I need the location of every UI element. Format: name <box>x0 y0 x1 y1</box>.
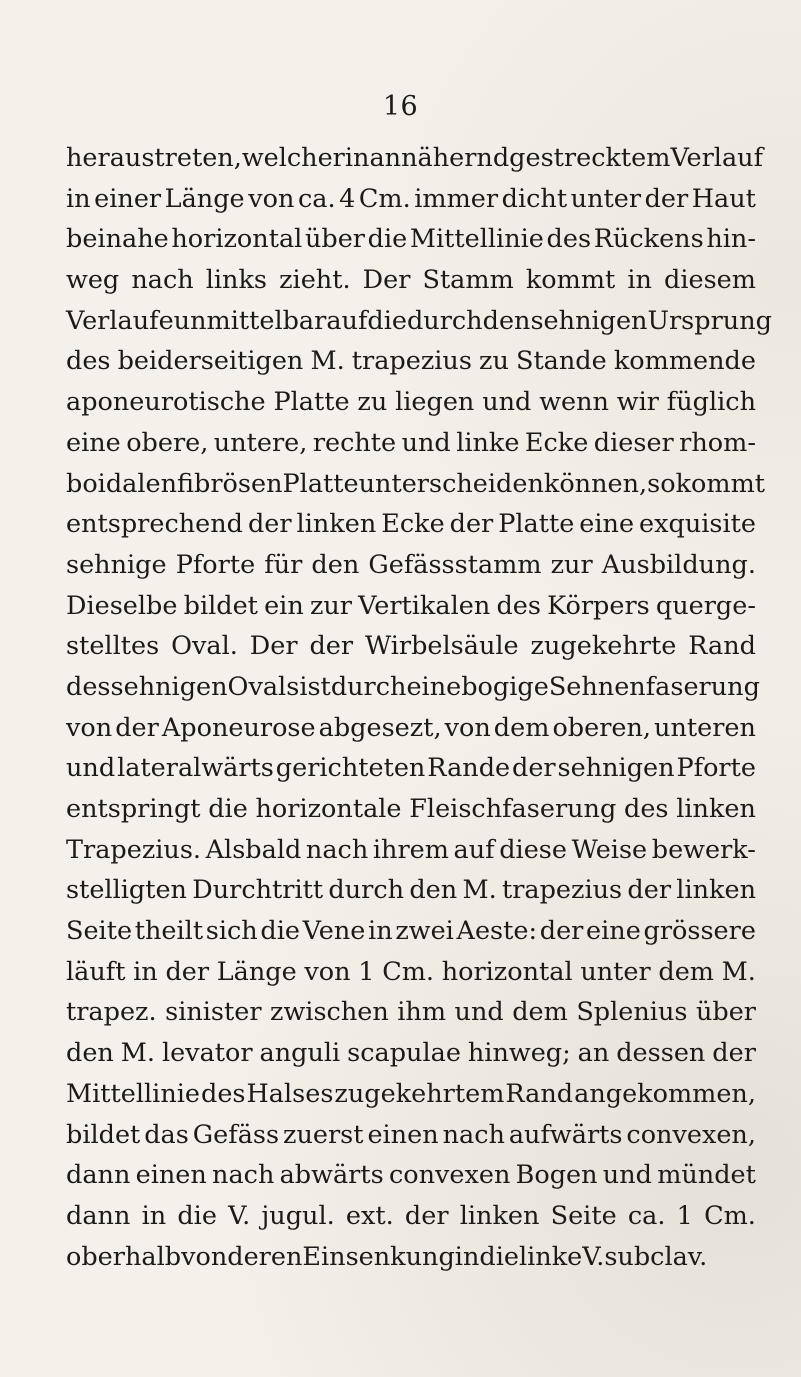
word: horizontale <box>255 794 402 824</box>
word: bildet <box>183 590 258 621</box>
word: dessen <box>616 1038 706 1069</box>
word: abwärts <box>279 1160 384 1191</box>
word: Haut <box>691 183 756 214</box>
word: nach <box>442 1119 505 1150</box>
word: linken <box>676 875 756 906</box>
word: deren <box>227 1241 303 1272</box>
text-line <box>66 138 764 179</box>
word: einer <box>94 183 162 214</box>
word: unteren <box>654 712 756 743</box>
word: dicht <box>501 183 568 214</box>
word: oberen, <box>552 712 652 743</box>
word: entsprechend <box>66 509 243 540</box>
word: können, <box>543 468 648 499</box>
word: läuft <box>66 956 126 987</box>
word: unmittelbar <box>173 305 327 336</box>
word: Sehnenfaserung <box>548 671 760 702</box>
word: Der <box>362 265 411 296</box>
word: ca. <box>297 183 336 214</box>
word: hin- <box>706 224 756 255</box>
word: 1 <box>676 1200 693 1231</box>
word: über <box>695 997 756 1028</box>
word: zu <box>357 387 388 418</box>
text-line <box>66 1033 756 1074</box>
word: zur <box>309 590 352 621</box>
word: unter <box>580 956 651 987</box>
word: oberhalb <box>66 1241 182 1272</box>
word: hinweg; <box>467 1038 571 1069</box>
word: Platte <box>282 468 359 499</box>
word: eine <box>579 509 635 540</box>
text-line <box>66 179 756 220</box>
word: jugul. <box>261 1200 335 1231</box>
text-line <box>66 1196 756 1237</box>
word: unter <box>570 183 642 214</box>
word: diese <box>499 834 567 865</box>
text-line <box>66 341 756 382</box>
word: des <box>496 590 541 621</box>
word: weg <box>66 265 120 296</box>
word: convexen <box>388 1160 511 1191</box>
page-number: 16 <box>382 91 419 122</box>
text-line <box>66 708 756 749</box>
word: den <box>482 305 531 336</box>
word: linken <box>459 1200 540 1231</box>
word: sinister <box>165 997 262 1028</box>
text-line <box>66 504 756 545</box>
word: und <box>66 753 116 784</box>
word: Ecke <box>381 509 445 540</box>
word: und <box>454 997 504 1028</box>
word: des <box>624 794 669 824</box>
body-text <box>66 138 772 1277</box>
word: Rande <box>427 753 511 784</box>
word: zur <box>550 549 593 580</box>
word: der <box>247 509 292 540</box>
word: sich <box>205 916 258 947</box>
word: ist <box>299 671 331 702</box>
word: stelligten <box>66 875 187 906</box>
word: Cm. <box>358 183 411 214</box>
word: durch <box>406 305 483 336</box>
word: bewerk- <box>651 834 756 865</box>
text-line <box>66 1237 756 1278</box>
text-line <box>66 626 756 667</box>
word: zwei <box>395 916 454 947</box>
word: in <box>454 1241 480 1272</box>
word: eine <box>406 671 462 702</box>
word: linken <box>296 509 377 540</box>
word: liegen <box>395 387 475 418</box>
word: V. <box>582 1241 605 1272</box>
word: den <box>66 1038 114 1069</box>
text-line <box>66 952 756 993</box>
word: der <box>712 1038 756 1069</box>
word: sehnigen <box>110 671 228 702</box>
word: annähernd <box>369 143 510 173</box>
word: des <box>66 671 111 702</box>
word: die <box>177 1200 217 1231</box>
word: Oval. <box>171 631 238 662</box>
word: Pforte <box>676 753 756 784</box>
text-line <box>66 423 756 464</box>
word: den <box>311 549 360 580</box>
word: gestrecktem <box>509 143 671 173</box>
word: von <box>248 183 295 214</box>
word: nach <box>212 1160 275 1191</box>
word: über <box>304 224 365 255</box>
word: Platte <box>273 387 350 418</box>
word: diesem <box>664 265 756 296</box>
word: des <box>546 224 592 255</box>
word: beinahe <box>66 224 169 255</box>
word: Mittellinie <box>66 1078 200 1109</box>
word: links <box>205 265 268 296</box>
word: und <box>401 427 451 458</box>
word: in <box>344 143 370 173</box>
word: auf <box>326 305 368 336</box>
word: ihrem <box>372 834 449 865</box>
word: kommende <box>613 346 756 377</box>
word: fibrösen <box>177 468 283 499</box>
word: convexen, <box>626 1119 756 1150</box>
word: sehnige <box>66 549 167 580</box>
word: der <box>309 631 354 662</box>
word: M. <box>120 1038 155 1069</box>
word: Trapezius. <box>66 834 202 865</box>
word: Halses <box>246 1078 334 1109</box>
word: Länge <box>216 956 297 987</box>
word: Mittellinie <box>409 224 544 255</box>
word: ein <box>264 590 304 621</box>
word: querge- <box>655 590 756 621</box>
word: 4 <box>339 183 356 214</box>
word: Länge <box>164 183 245 214</box>
word: Weise <box>571 834 648 865</box>
word: der <box>627 875 672 906</box>
word: die <box>479 1241 519 1272</box>
word: Cm. <box>704 1200 756 1231</box>
word: Aeste: <box>456 916 538 947</box>
word: zwischen <box>270 997 389 1028</box>
word: linke <box>456 427 520 458</box>
word: gerichteten <box>275 753 426 784</box>
word: Ausbildung. <box>601 549 756 580</box>
word: bogige <box>461 671 549 702</box>
word: aufwärts <box>508 1119 623 1150</box>
word: die <box>208 794 248 824</box>
word: aponeurotische <box>66 387 266 418</box>
word: sehnigen <box>557 753 675 784</box>
word: Pforte <box>175 549 256 580</box>
text-line <box>66 260 756 301</box>
word: eine <box>66 427 121 458</box>
word: kommt <box>675 468 766 499</box>
text-line <box>66 992 756 1033</box>
word: und <box>602 1160 652 1191</box>
word: trapez. <box>66 997 157 1028</box>
word: lateralwärts <box>117 753 274 784</box>
word: ihm <box>397 997 447 1028</box>
word: exquisite <box>639 509 756 540</box>
word: der <box>404 1200 449 1231</box>
word: auf <box>453 834 495 865</box>
word: horizontal <box>171 224 303 255</box>
word: Einsenkung <box>302 1241 455 1272</box>
text-line <box>66 1115 756 1156</box>
word: rhom- <box>679 427 756 458</box>
text-line <box>66 667 760 708</box>
word: linke <box>518 1241 583 1272</box>
text-line <box>66 789 756 830</box>
word: Vene <box>302 916 366 947</box>
word: dem <box>512 997 568 1028</box>
word: ext. <box>345 1200 394 1231</box>
word: in <box>66 183 91 214</box>
word: bildet <box>66 1119 141 1150</box>
word: immer <box>414 183 499 214</box>
word: beiderseitigen <box>117 346 304 377</box>
word: das <box>144 1119 189 1150</box>
text-line <box>66 911 756 952</box>
word: zu <box>479 346 509 377</box>
word: kommt <box>525 265 616 296</box>
word: trapezius <box>501 875 623 906</box>
word: und <box>482 387 532 418</box>
word: in <box>627 265 652 296</box>
word: Verlaufe <box>66 305 174 336</box>
word: theilt <box>134 916 204 947</box>
word: Verlauf <box>670 143 764 173</box>
word: heraustreten, <box>66 143 242 173</box>
word: so <box>647 468 676 499</box>
word: abgesezt, <box>318 712 442 743</box>
word: nach <box>131 265 194 296</box>
word: Ovals <box>227 671 300 702</box>
word: dann <box>66 1200 131 1231</box>
word: Rückens <box>593 224 704 255</box>
word: in <box>368 916 393 947</box>
text-line <box>66 870 756 911</box>
word: M. <box>721 956 756 987</box>
word: von <box>304 956 351 987</box>
text-line <box>66 748 756 789</box>
word: der <box>165 956 210 987</box>
word: sehnigen <box>530 305 648 336</box>
text-line <box>66 830 756 871</box>
word: angekommen, <box>574 1078 756 1109</box>
text-line <box>66 1155 756 1196</box>
text-line <box>66 301 772 342</box>
word: zugekehrte <box>530 631 677 662</box>
word: nach <box>305 834 369 865</box>
word: untere, <box>213 427 308 458</box>
word: Gefäss <box>192 1119 280 1150</box>
word: unterscheiden <box>358 468 544 499</box>
word: wir <box>616 387 659 418</box>
word: die <box>367 305 407 336</box>
word: zugekehrtem <box>334 1078 505 1109</box>
text-line <box>66 586 756 627</box>
word: rechte <box>312 427 397 458</box>
word: Seite <box>550 1200 617 1231</box>
word: horizontal <box>441 956 573 987</box>
word: einen <box>135 1160 207 1191</box>
word: grössere <box>643 916 756 947</box>
word: von <box>444 712 491 743</box>
word: der <box>644 183 689 214</box>
word: in <box>141 1200 167 1231</box>
word: levator <box>161 1038 253 1069</box>
word: füglich <box>666 387 756 418</box>
word: eine <box>586 916 641 947</box>
word: in <box>133 956 158 987</box>
word: Rand <box>505 1078 574 1109</box>
word: Dieselbe <box>66 590 178 621</box>
word: welcher <box>241 143 345 173</box>
word: dem <box>493 712 550 743</box>
word: die <box>367 224 408 255</box>
word: zuerst <box>283 1119 364 1150</box>
word: anguli <box>259 1038 341 1069</box>
word: Stande <box>515 346 607 377</box>
word: Der <box>249 631 298 662</box>
word: der <box>115 712 159 743</box>
word: Rand <box>688 631 756 662</box>
word: Wirbelsäule <box>364 631 519 662</box>
word: von <box>181 1241 228 1272</box>
word: Bogen <box>515 1160 598 1191</box>
text-line <box>66 382 756 423</box>
word: Platte <box>498 509 575 540</box>
word: stelltes <box>66 631 160 662</box>
word: boidalen <box>66 468 178 499</box>
text-line <box>66 1074 756 1115</box>
word: dann <box>66 1160 131 1191</box>
word: Ursprung <box>647 305 772 336</box>
word: des <box>66 346 111 377</box>
word: trapezius <box>351 346 472 377</box>
word: Alsbald <box>205 834 302 865</box>
word: subclav. <box>604 1241 708 1272</box>
word: M. <box>462 875 497 906</box>
word: durch <box>330 671 407 702</box>
word: Körpers <box>547 590 650 621</box>
word: der <box>449 509 494 540</box>
word: die <box>260 916 300 947</box>
word: Seite <box>66 916 133 947</box>
word: Aponeurose <box>161 712 316 743</box>
word: entspringt <box>66 794 201 824</box>
word: ca. <box>627 1200 666 1231</box>
word: scapulae <box>347 1038 461 1069</box>
word: M. <box>310 346 345 377</box>
word: obere, <box>126 427 209 458</box>
word: den <box>409 875 458 906</box>
word: der <box>512 753 556 784</box>
word: Durchtritt <box>192 875 324 906</box>
word: Vertikalen <box>358 590 491 621</box>
word: linken <box>676 794 756 824</box>
word: des <box>201 1078 246 1109</box>
word: Gefässstamm <box>368 549 542 580</box>
text-line <box>66 464 766 505</box>
word: an <box>577 1038 610 1069</box>
word: Fleischfaserung <box>409 794 617 824</box>
word: V. <box>228 1200 251 1231</box>
word: Ecke <box>524 427 589 458</box>
word: Splenius <box>576 997 688 1028</box>
word: für <box>264 549 303 580</box>
word: durch <box>328 875 405 906</box>
word: dieser <box>593 427 674 458</box>
text-line <box>66 219 756 260</box>
word: einen <box>367 1119 439 1150</box>
word: von <box>66 712 113 743</box>
word: der <box>539 916 584 947</box>
text-line <box>66 545 756 586</box>
word: 1 <box>358 956 375 987</box>
word: dem <box>658 956 714 987</box>
word: zieht. <box>279 265 351 296</box>
word: mündet <box>657 1160 756 1191</box>
word: wenn <box>539 387 609 418</box>
word: Stamm <box>422 265 514 296</box>
word: Cm. <box>382 956 434 987</box>
